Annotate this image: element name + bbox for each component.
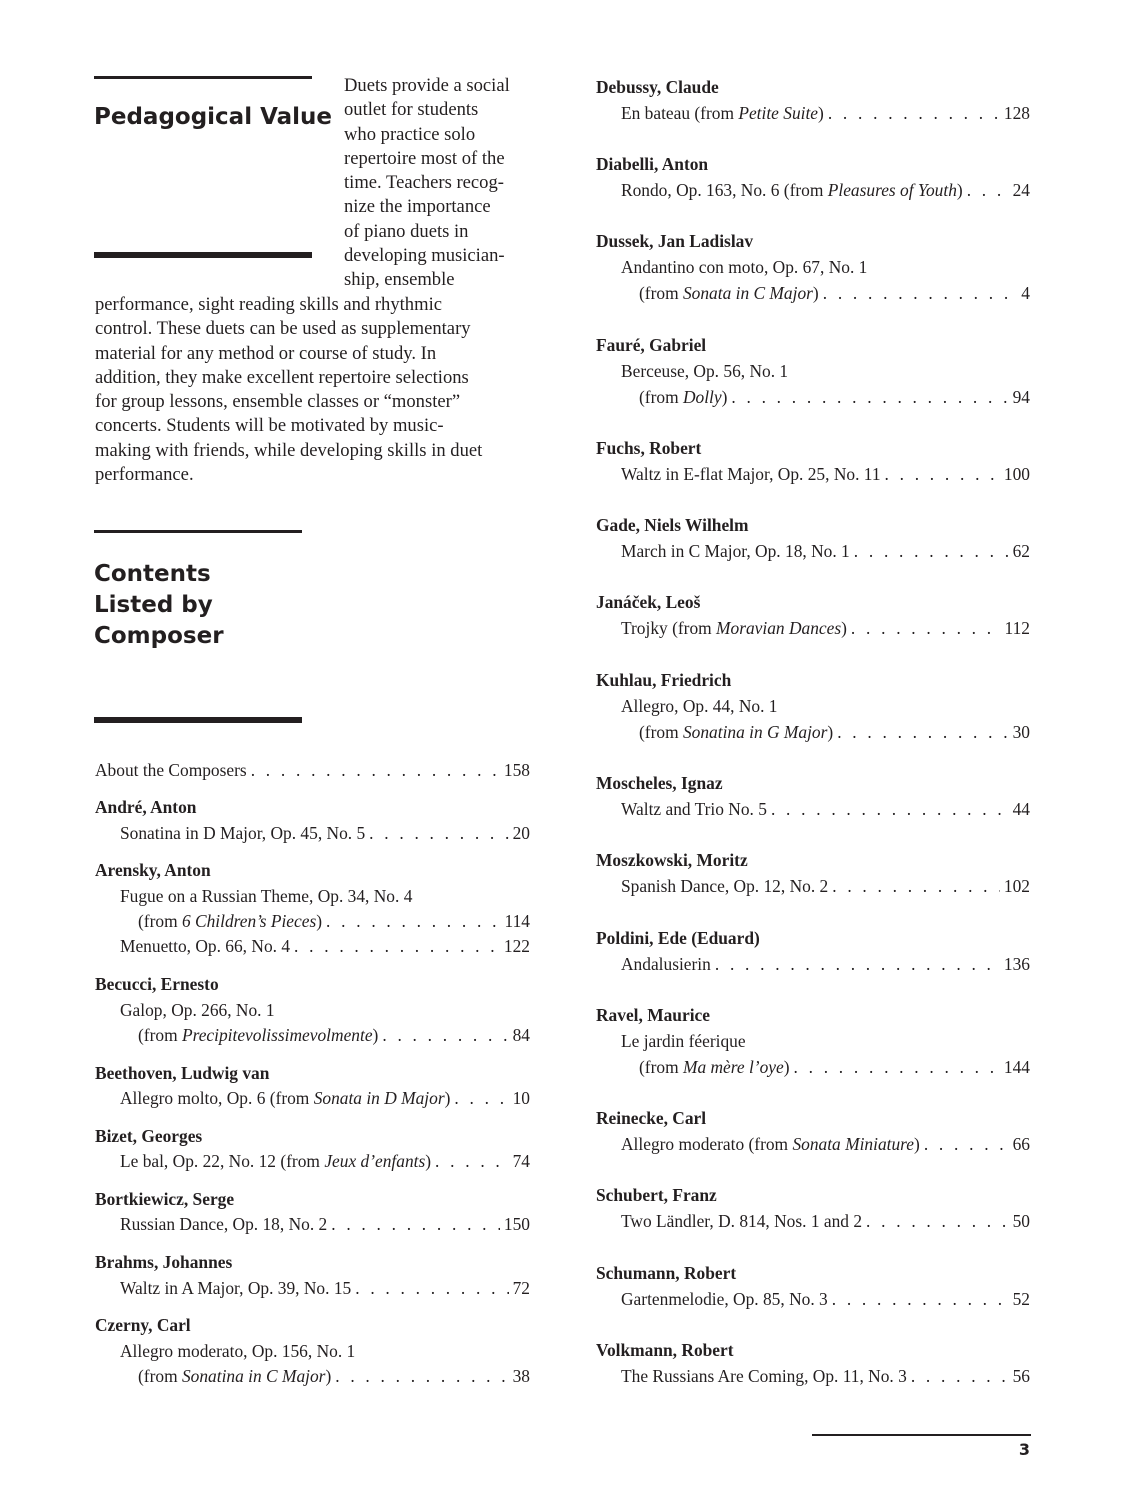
toc-page-number: 56 (1012, 1366, 1030, 1386)
toc-entry-source-title: Sonatina in C Major (181, 1366, 326, 1386)
dot-leader (837, 719, 1008, 745)
toc-entry-source-title: Precipitevolissimevolmente (181, 1025, 373, 1045)
dot-leader (731, 384, 1008, 410)
dot-leader (369, 820, 508, 846)
toc-entry-suffix: ) (841, 618, 847, 638)
toc-entry (596, 951, 1030, 977)
toc-entry (596, 1286, 1030, 1312)
toc-composer-name: Volkmann, Robert (596, 1340, 734, 1360)
dot-leader (335, 1363, 508, 1389)
toc-entry-title: Andalusierin (621, 954, 711, 974)
toc-entry-suffix: ) (812, 283, 819, 303)
toc-entry (596, 873, 1030, 899)
contents-heading-line: Listed by (94, 592, 213, 618)
toc-page-number: 72 (512, 1278, 530, 1298)
toc-entry-prefix: (from (138, 1366, 182, 1386)
toc-page-number: 136 (1003, 954, 1030, 974)
toc-entry-source-title: Sonata in D Major (313, 1088, 445, 1108)
toc-entry-title (138, 1022, 378, 1048)
dot-leader (885, 461, 1000, 487)
dot-leader (326, 908, 501, 934)
toc-entry-prefix: (from (639, 1057, 683, 1077)
toc-entry-title (138, 1363, 331, 1389)
dot-leader (251, 757, 500, 783)
toc-composer-name: Debussy, Claude (596, 77, 719, 97)
toc-piece-title: Galop, Op. 266, No. 1 (120, 1000, 275, 1020)
toc-entry-prefix: (from (138, 911, 182, 931)
toc-entry-title: Waltz in E-flat Major, Op. 25, No. 11 (621, 464, 881, 484)
toc-entry-suffix: ) (325, 1366, 332, 1386)
toc-entry-source-title: Ma mère l’oye (682, 1057, 784, 1077)
toc-entry (596, 796, 1030, 822)
toc-entry-title (639, 280, 819, 306)
toc-entry (596, 280, 1030, 306)
toc-page-number: 38 (512, 1366, 530, 1386)
toc-page-number: 50 (1012, 1211, 1030, 1231)
toc-entry (95, 1363, 530, 1389)
dot-leader (967, 177, 1009, 203)
toc-entry-title (621, 1131, 920, 1157)
toc-entry-suffix: ) (316, 911, 323, 931)
toc-entry-title: March in C Major, Op. 18, No. 1 (621, 541, 850, 561)
toc-entry-suffix: ) (721, 387, 728, 407)
toc-composer-name: Schumann, Robert (596, 1263, 737, 1283)
dot-leader (435, 1148, 509, 1174)
toc-entry-title (120, 1148, 431, 1174)
toc-entry (596, 538, 1030, 564)
toc-page-number: 24 (1012, 180, 1030, 200)
toc-entry-source-title: Moravian Dances (716, 618, 842, 638)
page-number: 3 (1018, 1440, 1030, 1459)
dot-leader (832, 1286, 1009, 1312)
toc-entry-prefix: Le bal, Op. 22, No. 12 (from (120, 1151, 325, 1171)
toc-entry-title (639, 719, 833, 745)
toc-composer-name: Diabelli, Anton (596, 154, 709, 174)
toc-entry-suffix: ) (818, 103, 824, 123)
toc-page-number: 52 (1012, 1289, 1030, 1309)
dot-leader (331, 1211, 500, 1237)
toc-entry (596, 461, 1030, 487)
toc-right-column (596, 74, 1030, 1394)
toc-entry-source-title: Dolly (682, 387, 722, 407)
toc-entry-suffix: ) (783, 1057, 790, 1077)
dot-leader (924, 1131, 1009, 1157)
toc-entry (95, 908, 530, 934)
toc-composer-name: André, Anton (95, 797, 197, 817)
toc-composer-name: Bortkiewicz, Serge (95, 1189, 235, 1209)
toc-composer-name: Moscheles, Ignaz (596, 773, 723, 793)
toc-composer-name: Dussek, Jan Ladislav (596, 231, 754, 251)
dot-leader (832, 873, 1000, 899)
contents-heading-line: Contents (94, 561, 211, 587)
dot-leader (866, 1208, 1009, 1234)
toc-page-number: 112 (1004, 618, 1030, 638)
intro-paragraph-top: Duets provide a social outlet for students who practice solo repertoire most of the time. Teachers recog- nize the importance of piano duets in developing musician- ship, ensemble (344, 75, 510, 291)
toc-page-number: 94 (1012, 387, 1030, 407)
dot-leader (794, 1054, 1000, 1080)
toc-entry (596, 1208, 1030, 1234)
toc-entry (596, 719, 1030, 745)
toc-page-number: 144 (1003, 1057, 1030, 1077)
footer-rule (812, 1434, 1031, 1436)
toc-entry (596, 1363, 1030, 1389)
toc-page-number: 102 (1003, 876, 1030, 896)
toc-composer-name: Kuhlau, Friedrich (596, 670, 732, 690)
toc-entry-suffix: ) (444, 1088, 451, 1108)
toc-composer-name: Gade, Niels Wilhelm (596, 515, 749, 535)
toc-entry-prefix: Rondo, Op. 163, No. 6 (from (621, 180, 828, 200)
toc-entry (95, 933, 530, 959)
toc-page-number: 100 (1003, 464, 1030, 484)
toc-entry-source-title: 6 Children’s Pieces (181, 911, 317, 931)
toc-entry-suffix: ) (914, 1134, 920, 1154)
toc-page-number: 158 (503, 760, 530, 780)
toc-page-number: 20 (512, 823, 530, 843)
toc-composer-name: Brahms, Johannes (95, 1252, 233, 1272)
toc-entry-prefix: (from (138, 1025, 182, 1045)
toc-page-number: 74 (512, 1151, 530, 1171)
toc-entry-title (621, 100, 824, 126)
toc-page-number: 30 (1012, 722, 1030, 742)
toc-page-number: 4 (1021, 283, 1030, 303)
toc-composer-name: Arensky, Anton (95, 860, 211, 880)
toc-entry-prefix: Allegro moderato (from (621, 1134, 793, 1154)
toc-piece-title: Fugue on a Russian Theme, Op. 34, No. 4 (120, 886, 413, 906)
toc-entry-title (138, 908, 322, 934)
toc-entry (596, 100, 1030, 126)
toc-composer-name: Becucci, Ernesto (95, 974, 219, 994)
toc-composer-name: Bizet, Georges (95, 1126, 203, 1146)
toc-page-number: 44 (1012, 799, 1030, 819)
intro-paragraph-bottom: performance, sight reading skills and rhythmic control. These duets can be used as supplementary material for any method or course of study. In addition, they make excellent repertoire selections for group lessons, ensemble classes or “monster” concerts. Students will be motivated by music- making with friends, while developing skills in duet performance. (95, 294, 483, 486)
toc-entry-title: Two Ländler, D. 814, Nos. 1 and 2 (621, 1211, 863, 1231)
toc-entry (596, 1131, 1030, 1157)
dot-leader (771, 796, 1009, 822)
toc-entry-source-title: Sonata Miniature (792, 1134, 915, 1154)
toc-entry (95, 1275, 530, 1301)
pedagogical-bottom-rule (94, 252, 312, 258)
toc-entry-title: Waltz in A Major, Op. 39, No. 15 (120, 1278, 352, 1298)
dot-leader (911, 1363, 1009, 1389)
toc-composer-name: Poldini, Ede (Eduard) (596, 928, 760, 948)
toc-page-number: 10 (512, 1088, 530, 1108)
toc-piece-title: Berceuse, Op. 56, No. 1 (621, 361, 789, 381)
toc-entry-prefix: Trojky (from (621, 618, 717, 638)
toc-piece-title: Le jardin féerique (621, 1031, 746, 1051)
dot-leader (454, 1085, 508, 1111)
toc-page-number: 114 (504, 911, 530, 931)
toc-entry-title: The Russians Are Coming, Op. 11, No. 3 (621, 1366, 907, 1386)
toc-entry-source-title: Jeux d’enfants (324, 1151, 426, 1171)
toc-entry-source-title: Pleasures of Youth (827, 180, 957, 200)
toc-entry (596, 177, 1030, 203)
toc-entry (95, 820, 530, 846)
toc-entry (95, 1022, 530, 1048)
toc-entry-suffix: ) (425, 1151, 432, 1171)
contents-top-rule (94, 530, 302, 533)
contents-bottom-rule (94, 717, 302, 723)
contents-heading-line: Composer (94, 623, 224, 649)
toc-entry (95, 1085, 530, 1111)
toc-composer-name: Fauré, Gabriel (596, 335, 707, 355)
toc-entry-source-title: Petite Suite (738, 103, 819, 123)
toc-entry (596, 1054, 1030, 1080)
toc-entry-title (120, 1085, 450, 1111)
pedagogical-heading: Pedagogical Value (94, 104, 333, 130)
toc-entry-title (621, 615, 847, 641)
toc-entry-prefix: (from (639, 387, 683, 407)
toc-entry (95, 1148, 530, 1174)
toc-entry-title: Russian Dance, Op. 18, No. 2 (120, 1214, 328, 1234)
toc-entry-title (639, 1054, 790, 1080)
toc-entry-suffix: ) (956, 180, 963, 200)
toc-entry-title: Sonatina in D Major, Op. 45, No. 5 (120, 823, 366, 843)
dot-leader (715, 951, 1000, 977)
toc-entry-source-title: Sonata in C Major (682, 283, 813, 303)
toc-page-number: 122 (503, 936, 530, 956)
toc-piece-title: Andantino con moto, Op. 67, No. 1 (621, 257, 868, 277)
toc-piece-title: Allegro moderato, Op. 156, No. 1 (120, 1341, 356, 1361)
toc-entry-prefix: (from (639, 283, 683, 303)
toc-composer-name: Reinecke, Carl (596, 1108, 707, 1128)
toc-entry-title: About the Composers (95, 760, 247, 780)
toc-left-column (95, 757, 530, 1397)
toc-entry-title (639, 384, 727, 410)
toc-composer-name: Beethoven, Ludwig van (95, 1063, 270, 1083)
toc-page-number: 84 (512, 1025, 530, 1045)
dot-leader (294, 933, 500, 959)
toc-composer-name: Janáček, Leoš (596, 592, 701, 612)
pedagogical-top-rule (94, 76, 312, 79)
dot-leader (382, 1022, 508, 1048)
toc-entry (95, 1211, 530, 1237)
toc-entry-title (621, 177, 963, 203)
toc-page-number: 128 (1003, 103, 1030, 123)
toc-entry (596, 615, 1030, 641)
toc-entry-suffix: ) (372, 1025, 379, 1045)
dot-leader (851, 615, 1001, 641)
toc-page-number: 66 (1012, 1134, 1030, 1154)
toc-piece-title: Allegro, Op. 44, No. 1 (621, 696, 778, 716)
toc-page-number: 62 (1012, 541, 1030, 561)
toc-composer-name: Ravel, Maurice (596, 1005, 710, 1025)
contents-heading (94, 559, 224, 652)
toc-composer-name: Schubert, Franz (596, 1185, 717, 1205)
dot-leader (823, 280, 1018, 306)
toc-entry (596, 384, 1030, 410)
toc-entry (95, 757, 530, 783)
toc-page-number: 150 (503, 1214, 530, 1234)
dot-leader (828, 100, 1000, 126)
toc-entry-suffix: ) (827, 722, 834, 742)
dot-leader (355, 1275, 508, 1301)
toc-entry-source-title: Sonatina in G Major (682, 722, 828, 742)
toc-entry-prefix: (from (639, 722, 683, 742)
toc-composer-name: Fuchs, Robert (596, 438, 702, 458)
dot-leader (854, 538, 1009, 564)
toc-entry-title: Menuetto, Op. 66, No. 4 (120, 936, 291, 956)
toc-entry-prefix: Allegro molto, Op. 6 (from (120, 1088, 314, 1108)
toc-entry-title: Spanish Dance, Op. 12, No. 2 (621, 876, 829, 896)
toc-entry-title: Waltz and Trio No. 5 (621, 799, 767, 819)
toc-composer-name: Czerny, Carl (95, 1315, 191, 1335)
toc-entry-title: Gartenmelodie, Op. 85, No. 3 (621, 1289, 828, 1309)
toc-entry-prefix: En bateau (from (621, 103, 739, 123)
toc-composer-name: Moszkowski, Moritz (596, 850, 748, 870)
